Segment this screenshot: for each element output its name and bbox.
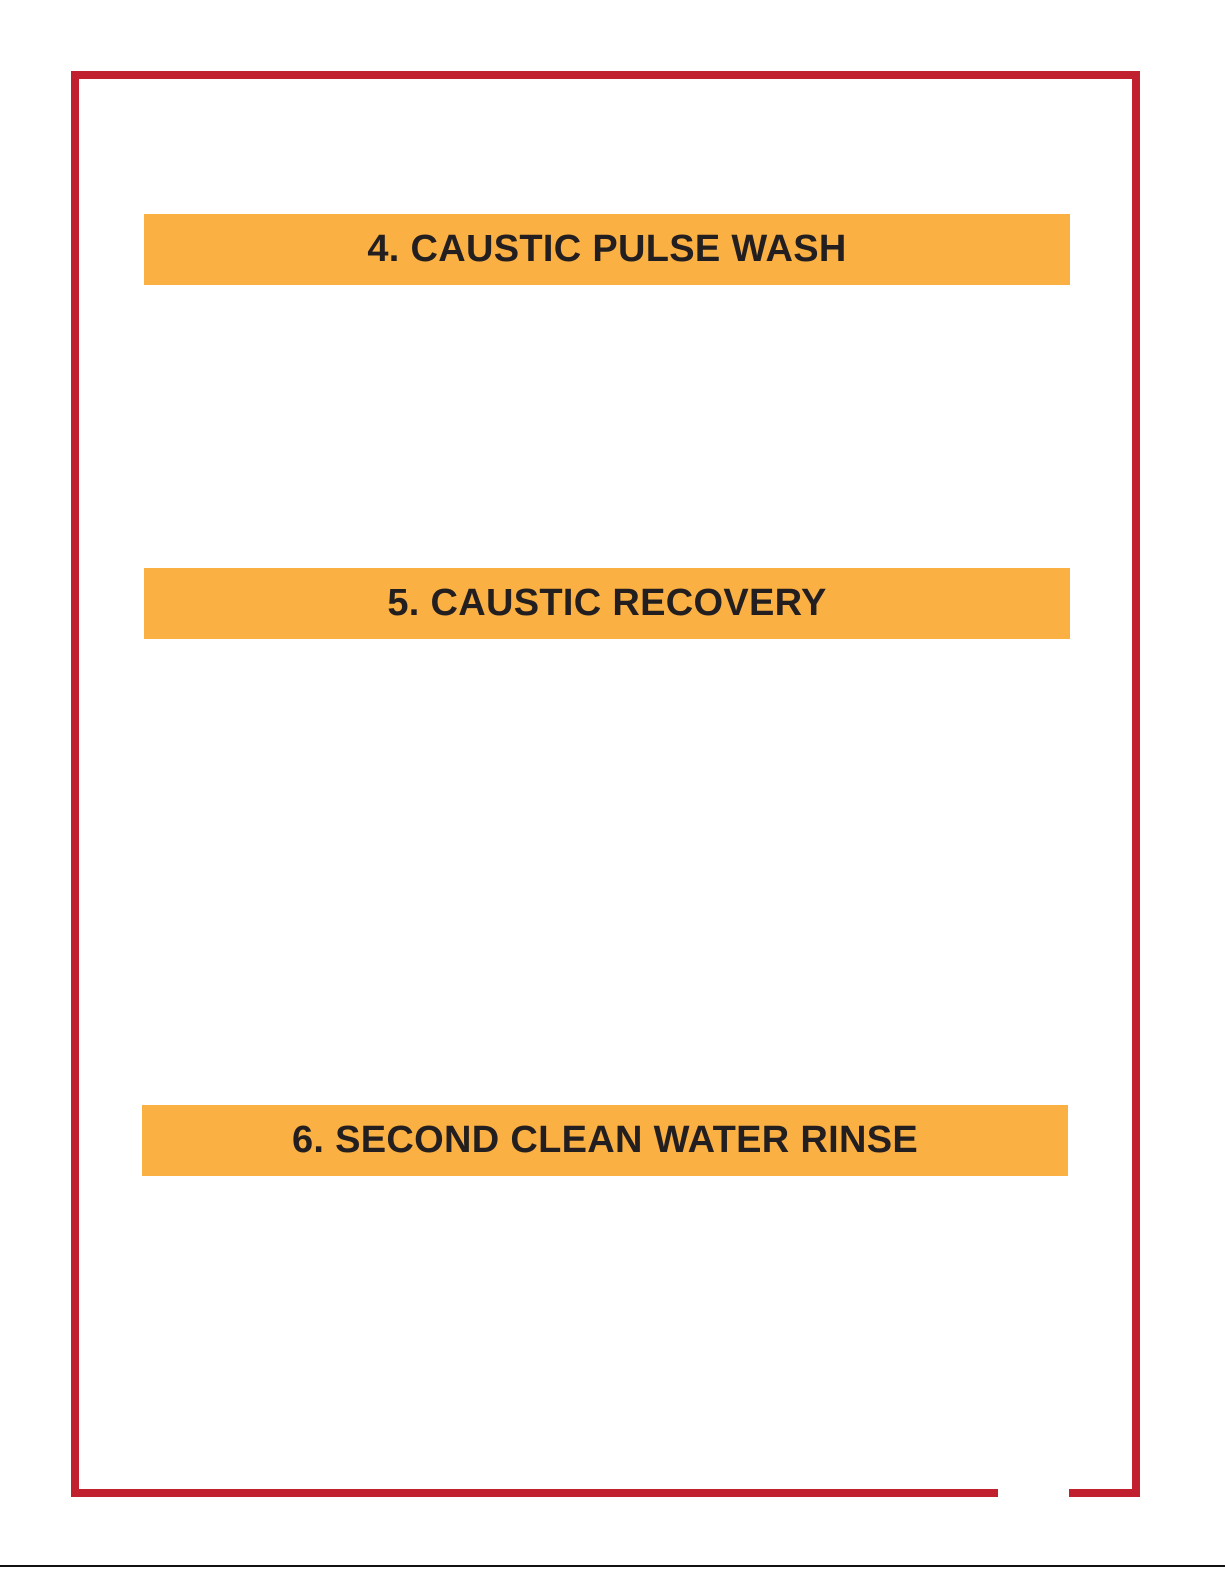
page-bottom-edge [0,1565,1225,1567]
section-banner-caustic-pulse-wash [144,214,1070,285]
section-heading: 4. CAUSTIC PULSE WASH [367,228,847,270]
frame-bottom-border-right [1069,1489,1140,1497]
section-banner-second-clean-water-rinse [142,1105,1068,1176]
section-heading: 5. CAUSTIC RECOVERY [387,582,827,624]
frame-left-border [71,71,79,1497]
frame-top-border [71,71,1140,79]
section-banner-caustic-recovery [144,568,1070,639]
frame-right-border [1132,71,1140,1497]
section-heading: 6. SECOND CLEAN WATER RINSE [291,1119,918,1161]
frame-bottom-border-left [71,1489,998,1497]
